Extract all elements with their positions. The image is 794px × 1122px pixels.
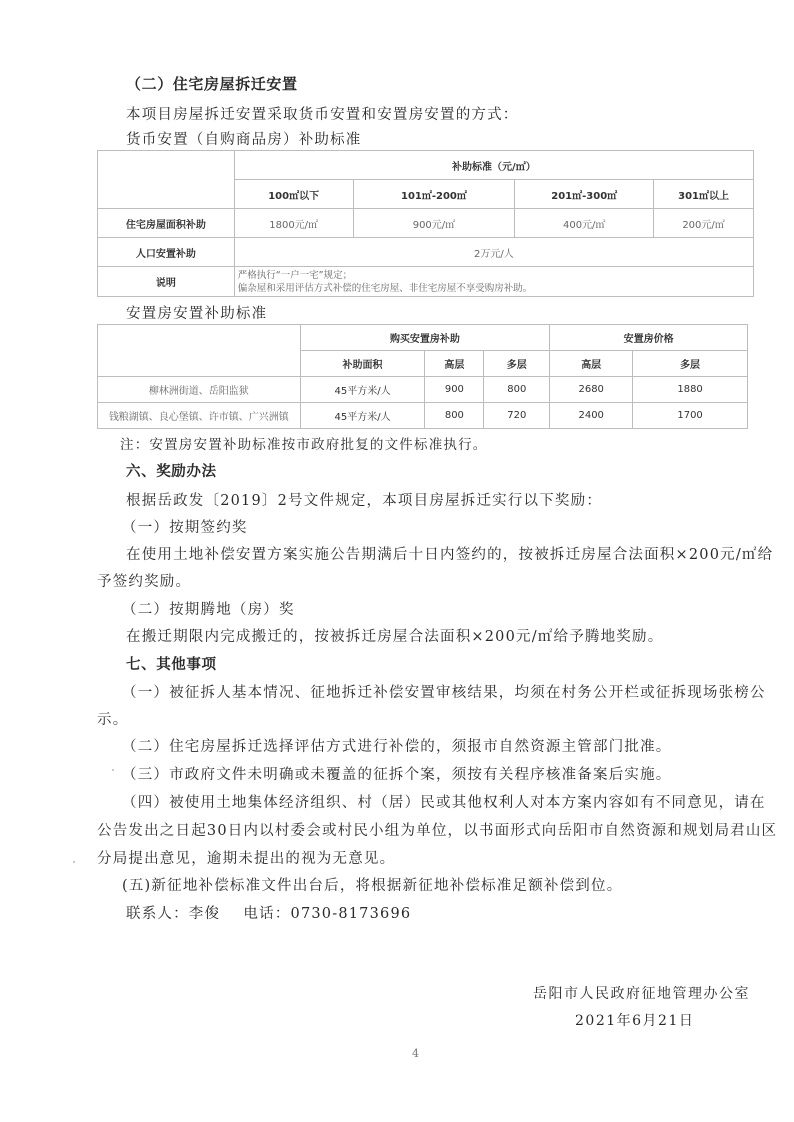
table1-col-header: 100㎡以下 bbox=[234, 180, 353, 209]
resettlement-housing-table bbox=[97, 324, 748, 429]
table2-col-header: 补助面积 bbox=[300, 351, 425, 377]
table-cell: 45平方米/人 bbox=[300, 403, 425, 429]
paragraph: 在使用土地补偿安置方案实施公告期满后十日内签约的，按被拆迁房屋合法面积×200元/㎡给 bbox=[126, 547, 774, 563]
table2-col-header: 多层 bbox=[484, 351, 550, 377]
table2-group-header: 安置房价格 bbox=[550, 325, 748, 351]
paragraph: （四）被使用土地集体经济组织、村（居）民或其他权利人对本方案内容如有不同意见，请在 bbox=[122, 795, 766, 811]
table-cell: 1880 bbox=[633, 377, 748, 403]
table-cell: 900元/㎡ bbox=[353, 209, 515, 238]
scan-speck bbox=[73, 861, 75, 863]
paragraph: （三）市政府文件未明确或未覆盖的征拆个案，须按有关程序核准备案后实施。 bbox=[122, 767, 672, 783]
paragraph: 根据岳政发〔2019〕2号文件规定，本项目房屋拆迁实行以下奖励： bbox=[126, 493, 603, 509]
paragraph: （二）住宅房屋拆迁选择评估方式进行补偿的，须报市自然资源主管部门批准。 bbox=[122, 739, 672, 755]
note-cell bbox=[234, 267, 753, 297]
table-row bbox=[98, 267, 754, 297]
table-row bbox=[98, 238, 754, 267]
table1-col-header: 201㎡-300㎡ bbox=[515, 180, 654, 209]
paragraph: 予签约奖励。 bbox=[97, 574, 192, 590]
signature-date: 2021年6月21日 bbox=[575, 1013, 695, 1029]
table-row bbox=[98, 377, 748, 403]
row-label: 钱粮湖镇、良心堡镇、许市镇、广兴洲镇 bbox=[98, 403, 301, 429]
signature-org: 岳阳市人民政府征地管理办公室 bbox=[533, 986, 750, 1002]
table-cell: 800 bbox=[484, 377, 550, 403]
table2-group-header: 购买安置房补助 bbox=[300, 325, 550, 351]
section-heading: 六、奖励办法 bbox=[126, 464, 217, 480]
scan-speck bbox=[112, 769, 114, 771]
paragraph: 公告发出之日起30日内以村委会或村民小组为单位，以书面形式向岳阳市自然资源和规划局君山区 bbox=[97, 823, 778, 839]
table-cell: 2680 bbox=[550, 377, 633, 403]
paragraph: (五)新征地补偿标准文件出台后，将根据新征地补偿标准足额补偿到位。 bbox=[122, 878, 623, 894]
table2-col-header: 高层 bbox=[425, 351, 484, 377]
table1-corner-cell bbox=[98, 151, 235, 209]
monetary-compensation-table bbox=[97, 150, 754, 297]
table-cell: 720 bbox=[484, 403, 550, 429]
table2-corner-cell bbox=[98, 325, 301, 377]
table-cell: 45平方米/人 bbox=[300, 377, 425, 403]
subheading: （一）按期签约奖 bbox=[122, 520, 248, 536]
paragraph: 分局提出意见，逾期未提出的视为无意见。 bbox=[97, 851, 396, 867]
table-row bbox=[98, 209, 754, 238]
contact-line: 联系人：李俊 电话：0730-8173696 bbox=[126, 906, 412, 922]
table-cell: 2400 bbox=[550, 403, 633, 429]
table1-group-header: 补助标准（元/㎡） bbox=[234, 151, 753, 180]
paragraph: 示。 bbox=[97, 712, 129, 728]
note-line: 严格执行“一户一宅”规定； bbox=[237, 269, 353, 281]
table2-caption: 安置房安置补助标准 bbox=[126, 306, 268, 322]
note-line: 偏杂屋和采用评估方式补偿的住宅房屋、非住宅房屋不享受购房补助。 bbox=[237, 282, 533, 294]
table1-caption: 货币安置（自购商品房）补助标准 bbox=[126, 132, 362, 148]
table-cell: 800 bbox=[425, 403, 484, 429]
table-cell: 400元/㎡ bbox=[515, 209, 654, 238]
paragraph: （一）被征拆人基本情况、征地拆迁补偿安置审核结果，均须在村务公开栏或征拆现场张榜公 bbox=[122, 685, 766, 701]
row-label: 人口安置补助 bbox=[98, 238, 235, 267]
table2-col-header: 多层 bbox=[633, 351, 748, 377]
section-heading: 七、其他事项 bbox=[126, 657, 217, 673]
table1-col-header: 301㎡以上 bbox=[654, 180, 754, 209]
row-label: 说明 bbox=[98, 267, 235, 297]
intro-paragraph: 本项目房屋拆迁安置采取货币安置和安置房安置的方式： bbox=[126, 107, 519, 123]
paragraph: 在搬迁期限内完成搬迁的，按被拆迁房屋合法面积×200元/㎡给予腾地奖励。 bbox=[126, 629, 664, 645]
table-cell: 200元/㎡ bbox=[654, 209, 754, 238]
table-cell: 1700 bbox=[633, 403, 748, 429]
table1-col-header: 101㎡-200㎡ bbox=[353, 180, 515, 209]
subheading: （二）按期腾地（房）奖 bbox=[122, 602, 295, 618]
table-cell: 1800元/㎡ bbox=[234, 209, 353, 238]
table2-col-header: 高层 bbox=[550, 351, 633, 377]
table-row bbox=[98, 403, 748, 429]
table-cell: 2万元/人 bbox=[234, 238, 753, 267]
table2-note: 注：安置房安置补助标准按市政府批复的文件标准执行。 bbox=[120, 437, 488, 453]
row-label: 住宅房屋面积补助 bbox=[98, 209, 235, 238]
page-number: 4 bbox=[412, 1047, 419, 1060]
row-label: 柳林洲街道、岳阳监狱 bbox=[98, 377, 301, 403]
section-heading: （二）住宅房屋拆迁安置 bbox=[126, 75, 298, 93]
table-cell: 900 bbox=[425, 377, 484, 403]
